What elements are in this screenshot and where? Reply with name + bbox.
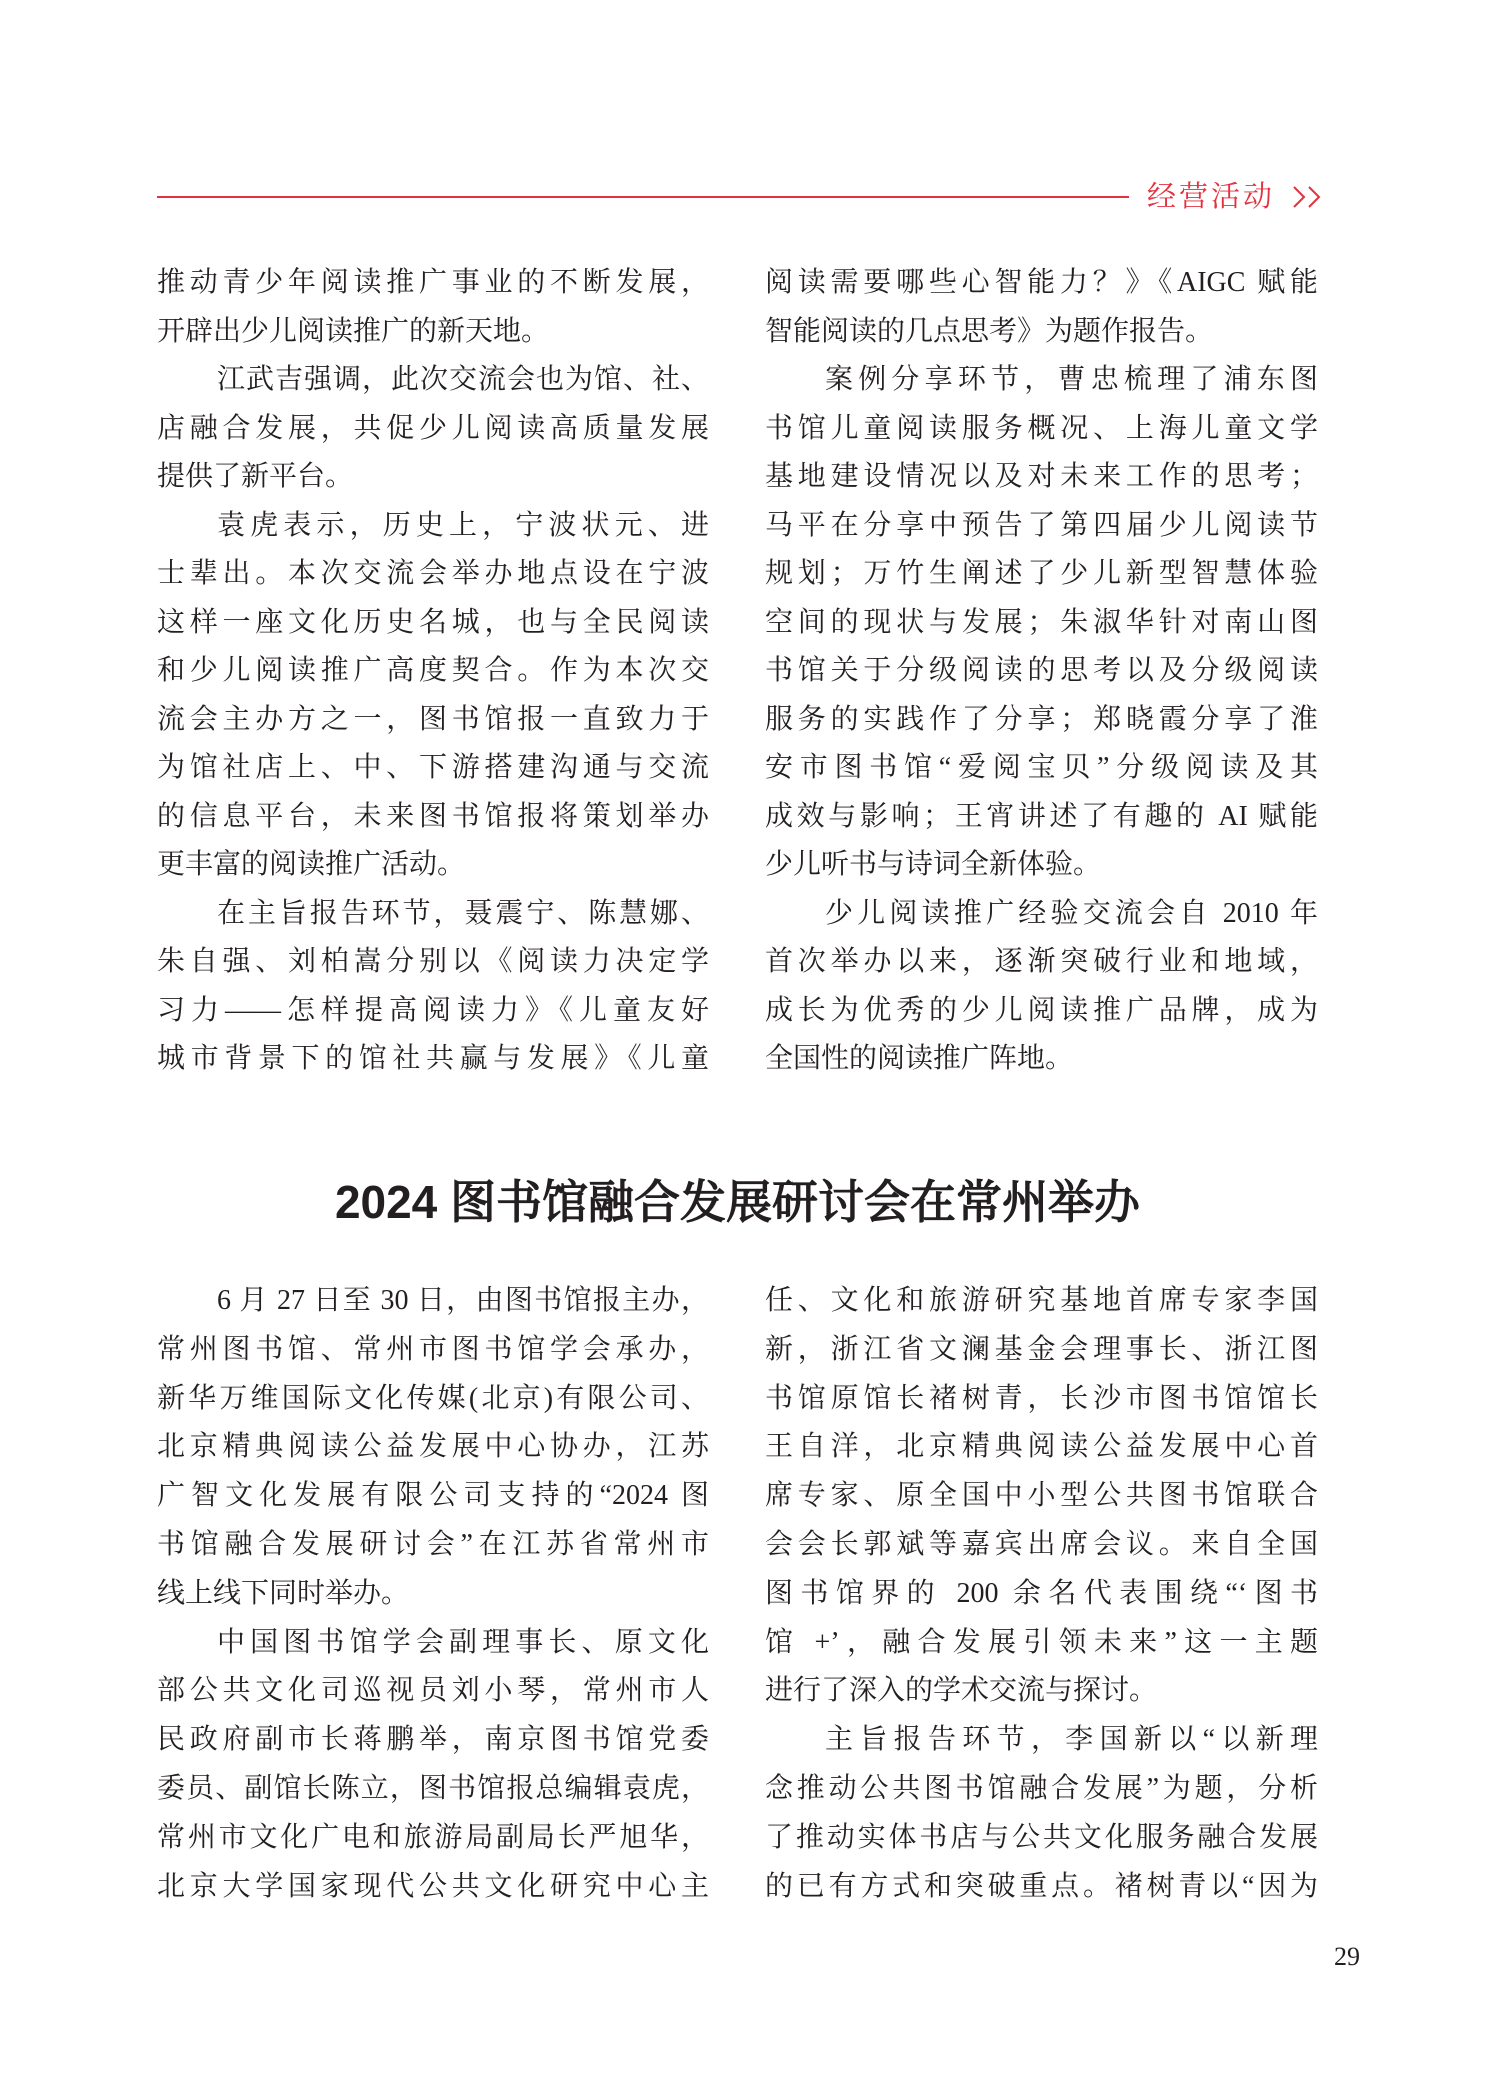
text-line: 店融合发展，共促少儿阅读高质量发展	[157, 412, 709, 444]
text-line: 中国图书馆学会副理事长、原文化	[217, 1626, 709, 1658]
text-line: 全国性的阅读推广阵地。	[765, 1043, 1074, 1074]
text-line: 规划；万竹生阐述了少儿新型智慧体验	[765, 558, 1318, 589]
text-line: 任、文化和旅游研究基地首席专家李国	[765, 1285, 1318, 1316]
text-line: 士辈出。本次交流会举办地点设在宁波	[157, 558, 709, 589]
text-line: 习力——怎样提高阅读力》《儿童友好	[157, 994, 709, 1026]
text-line: 馆 +’，融合发展引领未来”这一主题	[765, 1626, 1318, 1658]
text-line: 部公共文化司巡视员刘小琴，常州市人	[157, 1675, 709, 1707]
text-line: 书馆原馆长褚树青，长沙市图书馆馆长	[765, 1382, 1318, 1414]
text-line: 阅读需要哪些心智能力？》《AIGC 赋能	[765, 267, 1318, 298]
continued-article-right-column	[765, 259, 1318, 1084]
text-line: 案例分享环节，曹忠梳理了浦东图	[825, 364, 1318, 395]
text-line: 朱自强、刘柏嵩分别以《阅读力决定学	[157, 946, 709, 977]
text-line: 为馆社店上、中、下游搭建沟通与交流	[157, 752, 709, 783]
text-line: 江武吉强调，此次交流会也为馆、社、	[217, 364, 709, 395]
text-line: 广智文化发展有限公司支持的“2024 图	[157, 1480, 709, 1512]
double-chevron-right-icon	[1290, 184, 1324, 210]
text-line: 主旨报告环节，李国新以“以新理	[825, 1724, 1318, 1756]
text-line: 了推动实体书店与公共文化服务融合发展	[765, 1821, 1318, 1853]
page-number: 29	[1334, 1942, 1360, 1971]
article-left-column	[157, 1277, 709, 1911]
text-line: 的信息平台，未来图书馆报将策划举办	[157, 800, 709, 832]
text-line: 少儿阅读推广经验交流会自 2010 年	[825, 897, 1318, 929]
text-line: 新华万维国际文化传媒(北京)有限公司、	[157, 1382, 709, 1414]
text-line: 推动青少年阅读推广事业的不断发展，	[157, 267, 709, 298]
text-line: 少儿听书与诗词全新体验。	[765, 849, 1102, 880]
text-line: 常州图书馆、常州市图书馆学会承办，	[157, 1333, 709, 1365]
text-line: 北京大学国家现代公共文化研究中心主	[157, 1870, 709, 1902]
section-label: 经营活动	[1147, 181, 1276, 213]
text-line: 王自洋，北京精典阅读公益发展中心首	[765, 1431, 1318, 1463]
text-line: 首次举办以来，逐渐突破行业和地域，	[765, 946, 1318, 977]
text-line: 成效与影响；王宵讲述了有趣的 AI 赋能	[765, 800, 1318, 832]
article-right-column	[765, 1277, 1318, 1911]
text-line: 新，浙江省文澜基金会理事长、浙江图	[765, 1333, 1318, 1365]
article-title: 2024 图书馆融合发展研讨会在常州举办	[334, 1176, 1141, 1228]
text-line: 会会长郭斌等嘉宾出席会议。来自全国	[765, 1528, 1318, 1560]
text-line: 席专家、原全国中小型公共图书馆联合	[765, 1480, 1318, 1512]
text-line: 提供了新平台。	[157, 461, 354, 492]
text-line: 书馆关于分级阅读的思考以及分级阅读	[765, 655, 1318, 686]
text-line: 书馆融合发展研讨会”在江苏省常州市	[157, 1528, 709, 1560]
text-line: 图书馆界的 200 余名代表围绕“‘图书	[765, 1577, 1318, 1609]
text-line: 民政府副市长蒋鹏举，南京图书馆党委	[157, 1724, 709, 1756]
text-line: 智能阅读的几点思考》为题作报告。	[765, 315, 1214, 347]
text-line: 6 月 27 日至 30 日，由图书馆报主办，	[217, 1285, 709, 1316]
text-line: 更丰富的阅读推广活动。	[157, 849, 466, 880]
text-line: 袁虎表示，历史上，宁波状元、进	[217, 509, 709, 541]
text-line: 念推动公共图书馆融合发展”为题，分析	[765, 1772, 1318, 1804]
text-line: 和少儿阅读推广高度契合。作为本次交	[157, 655, 709, 686]
text-line: 在主旨报告环节，聂震宁、陈慧娜、	[217, 897, 709, 929]
text-line: 服务的实践作了分享；郑晓霞分享了淮	[765, 703, 1318, 735]
text-line: 线上线下同时举办。	[157, 1577, 410, 1609]
text-line: 北京精典阅读公益发展中心协办，江苏	[157, 1431, 709, 1463]
text-line: 这样一座文化历史名城，也与全民阅读	[157, 606, 709, 638]
text-line: 的已有方式和突破重点。褚树青以“因为	[765, 1870, 1318, 1902]
text-line: 书馆儿童阅读服务概况、上海儿童文学	[765, 412, 1318, 444]
text-line: 城市背景下的馆社共赢与发展》《儿童	[157, 1043, 709, 1074]
text-line: 委员、副馆长陈立，图书馆报总编辑袁虎，	[157, 1772, 709, 1804]
text-line: 马平在分享中预告了第四届少儿阅读节	[765, 509, 1318, 541]
text-line: 成长为优秀的少儿阅读推广品牌，成为	[765, 994, 1318, 1026]
text-line: 开辟出少儿阅读推广的新天地。	[157, 315, 550, 347]
header-rule	[157, 196, 1129, 198]
text-line: 空间的现状与发展；朱淑华针对南山图	[765, 606, 1318, 638]
text-line: 基地建设情况以及对未来工作的思考；	[765, 461, 1318, 492]
text-line: 常州市文化广电和旅游局副局长严旭华，	[157, 1821, 709, 1853]
text-line: 进行了深入的学术交流与探讨。	[765, 1675, 1158, 1707]
text-line: 安市图书馆“爱阅宝贝”分级阅读及其	[765, 752, 1318, 783]
text-line: 流会主办方之一，图书馆报一直致力于	[157, 703, 709, 735]
continued-article-left-column	[157, 259, 709, 1084]
